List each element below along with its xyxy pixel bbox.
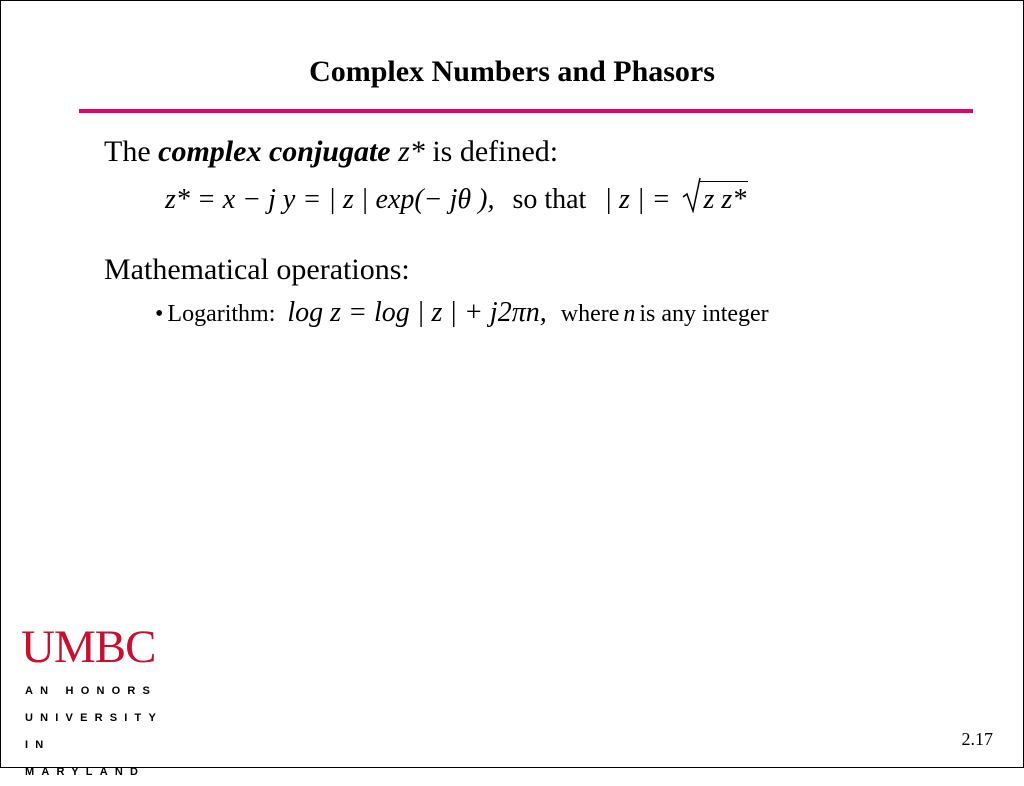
umbc-logo (19, 621, 169, 786)
conjugate-definition (104, 135, 558, 169)
modulus-lhs: | z | = (604, 184, 671, 215)
radical-sign-icon (682, 173, 702, 213)
slide-title: Complex Numbers and Phasors (309, 55, 715, 88)
logo-tagline-1: AN HONORS (25, 685, 158, 697)
conjugate-equation-connector: so that (512, 184, 587, 215)
conjugate-symbol: z* (398, 135, 425, 168)
conjugate-prefix: The (104, 135, 151, 168)
conjugate-suffix: is defined: (432, 135, 559, 168)
conjugate-equation (165, 181, 748, 216)
logo-tagline-3: IN MARYLAND (25, 739, 146, 778)
bullet-marker: • (155, 301, 164, 327)
logarithm-equation: log z = log | z | + j2πn, (287, 297, 547, 328)
conjugate-equation-lhs: z* = x − j y = | z | exp(− jθ ), (165, 184, 495, 215)
note-variable: n (623, 301, 636, 327)
conjugate-term: complex conjugate (158, 135, 391, 168)
page-number: 2.17 (961, 729, 993, 749)
operations-heading: Mathematical operations: (104, 253, 410, 286)
logo-wordmark: UMBC (21, 621, 156, 673)
radicand: z z* (700, 181, 749, 216)
square-root (682, 181, 749, 216)
note-where: where (560, 301, 620, 327)
note-tail: is any integer (639, 301, 769, 327)
list-item (155, 297, 769, 329)
title-divider (79, 109, 973, 113)
logo-tagline-2: UNIVERSITY (25, 712, 164, 724)
logarithm-label: Logarithm: (167, 301, 276, 327)
